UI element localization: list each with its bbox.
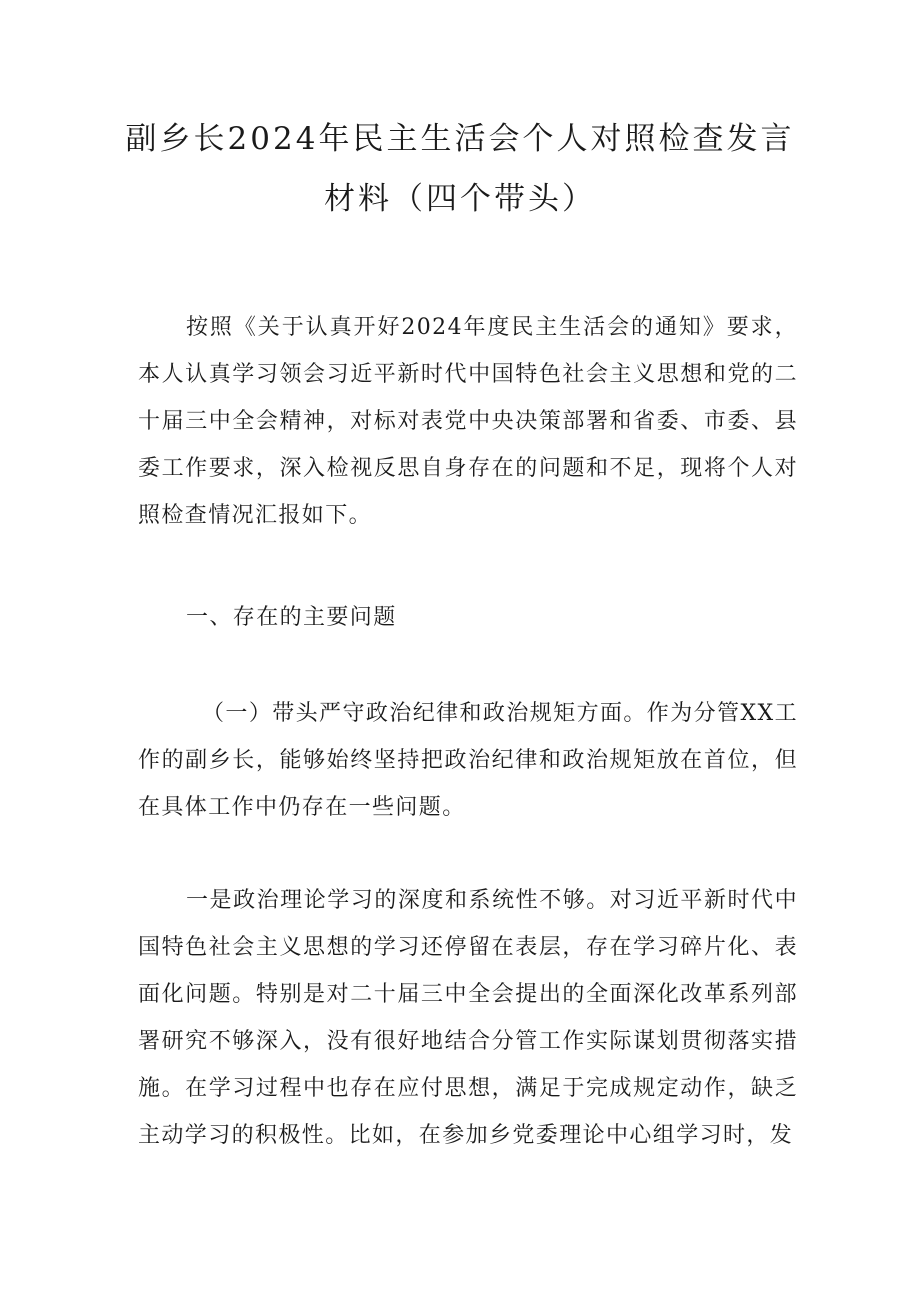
section-paragraph: （一）带头严守政治纪律和政治规矩方面。作为分管XX工作的副乡长，能够始终坚持把政治纪律和政治规矩放在首位，但在具体工作中仍存在一些问题。 [138, 701, 798, 820]
point-paragraph: 一是政治理论学习的深度和系统性不够。对习近平新时代中国特色社会主义思想的学习还停留在表层，存在学习碎片化、表面化问题。特别是对二十届三中全会提出的全面深化改革系列部署研究不够深入，没有很好地结合分管工作实际谋划贯彻落实措施。在学习过程中也存在应付思想，满足于完成规定动作，缺乏主动学习的积极性。比如，在参加乡党委理论中心组学习时，发 [138, 888, 798, 1148]
section-heading: 一、存在的主要问题 [186, 605, 397, 630]
intro-paragraph: 按照《关于认真开好2024年度民主生活会的通知》要求，本人认真学习领会习近平新时代中国特色社会主义思想和党的二十届三中全会精神，对标对表党中央决策部署和省委、市委、县委工作要求，深入检视反思自身存在的问题和不足，现将个人对照检查情况汇报如下。 [138, 315, 798, 528]
document-title-line-1: 副乡长2024年民主生活会个人对照检查发言 [125, 121, 795, 157]
document-title-line-2: 材料（四个带头） [324, 181, 596, 217]
